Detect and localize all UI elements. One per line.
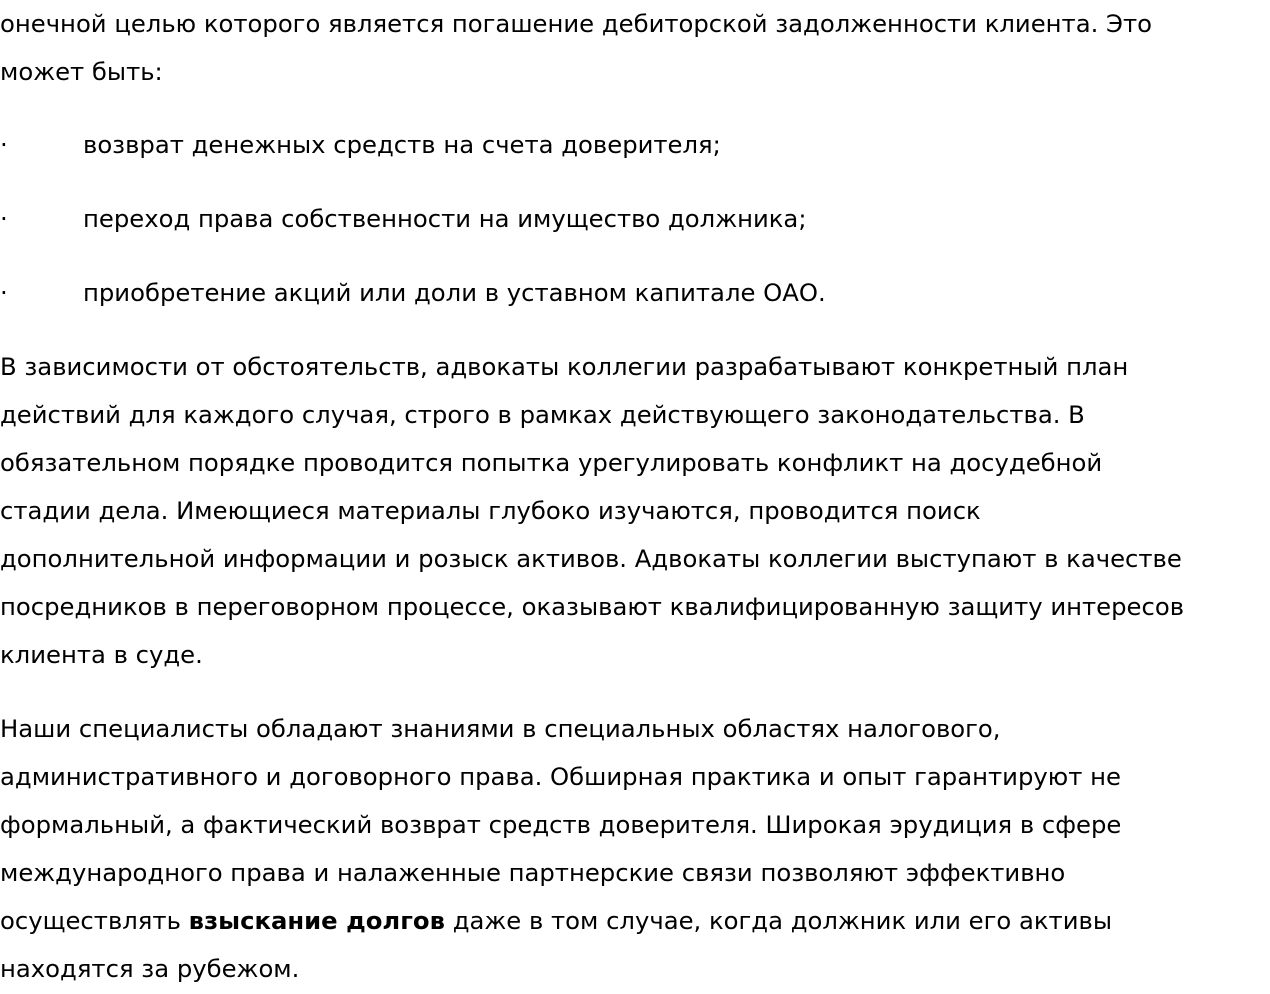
list-item-text: приобретение акций или доли в уставном капитале ОАО. [83, 278, 826, 307]
text-line: В зависимости от обстоятельств, адвокаты коллегии разрабатывают конкретный план [0, 352, 1129, 381]
debt-collection-bold: взыскание долгов [188, 906, 445, 935]
text-line: стадии дела. Имеющиеся материалы глубоко изучаются, проводится поиск [0, 496, 981, 525]
text-segment: даже в том случае, когда должник или его активы [444, 906, 1112, 935]
text-line: клиента в суде. [0, 640, 203, 669]
bullet-marker: · [0, 278, 8, 307]
expertise-paragraph [0, 705, 1121, 993]
text-line: формальный, а фактический возврат средств доверителя. Широкая эрудиция в сфере [0, 810, 1122, 839]
list-item [0, 121, 721, 169]
text-line: международного права и налаженные партнерские связи позволяют эффективно [0, 858, 1066, 887]
text-line: административного и договорного права. Обширная практика и опыт гарантируют не [0, 762, 1121, 791]
text-line: может быть: [0, 57, 163, 86]
text-line: посредников в переговорном процессе, оказывают квалифицированную защиту интересов [0, 592, 1185, 621]
text-line: находятся за рубежом. [0, 954, 300, 983]
strategy-paragraph [0, 343, 1184, 679]
text-line: дополнительной информации и розыск активов. Адвокаты коллегии выступают в качестве [0, 544, 1182, 573]
intro-paragraph [0, 0, 1152, 96]
text-line: действий для каждого случая, строго в рамках действующего законодательства. В [0, 400, 1085, 429]
list-item-text: переход права собственности на имущество должника; [83, 204, 807, 233]
list-item-text: возврат денежных средств на счета доверителя; [83, 130, 721, 159]
bullet-marker: · [0, 130, 8, 159]
text-line [0, 897, 1121, 945]
text-segment: осуществлять [0, 906, 189, 935]
list-item [0, 195, 807, 243]
list-item [0, 269, 826, 317]
bullet-marker: · [0, 204, 8, 233]
text-line: онечной целью которого является погашение дебиторской задолженности клиента. Это [0, 9, 1153, 38]
text-line: обязательном порядке проводится попытка урегулировать конфликт на досудебной [0, 448, 1103, 477]
text-line: Наши специалисты обладают знаниями в специальных областях налогового, [0, 714, 1001, 743]
